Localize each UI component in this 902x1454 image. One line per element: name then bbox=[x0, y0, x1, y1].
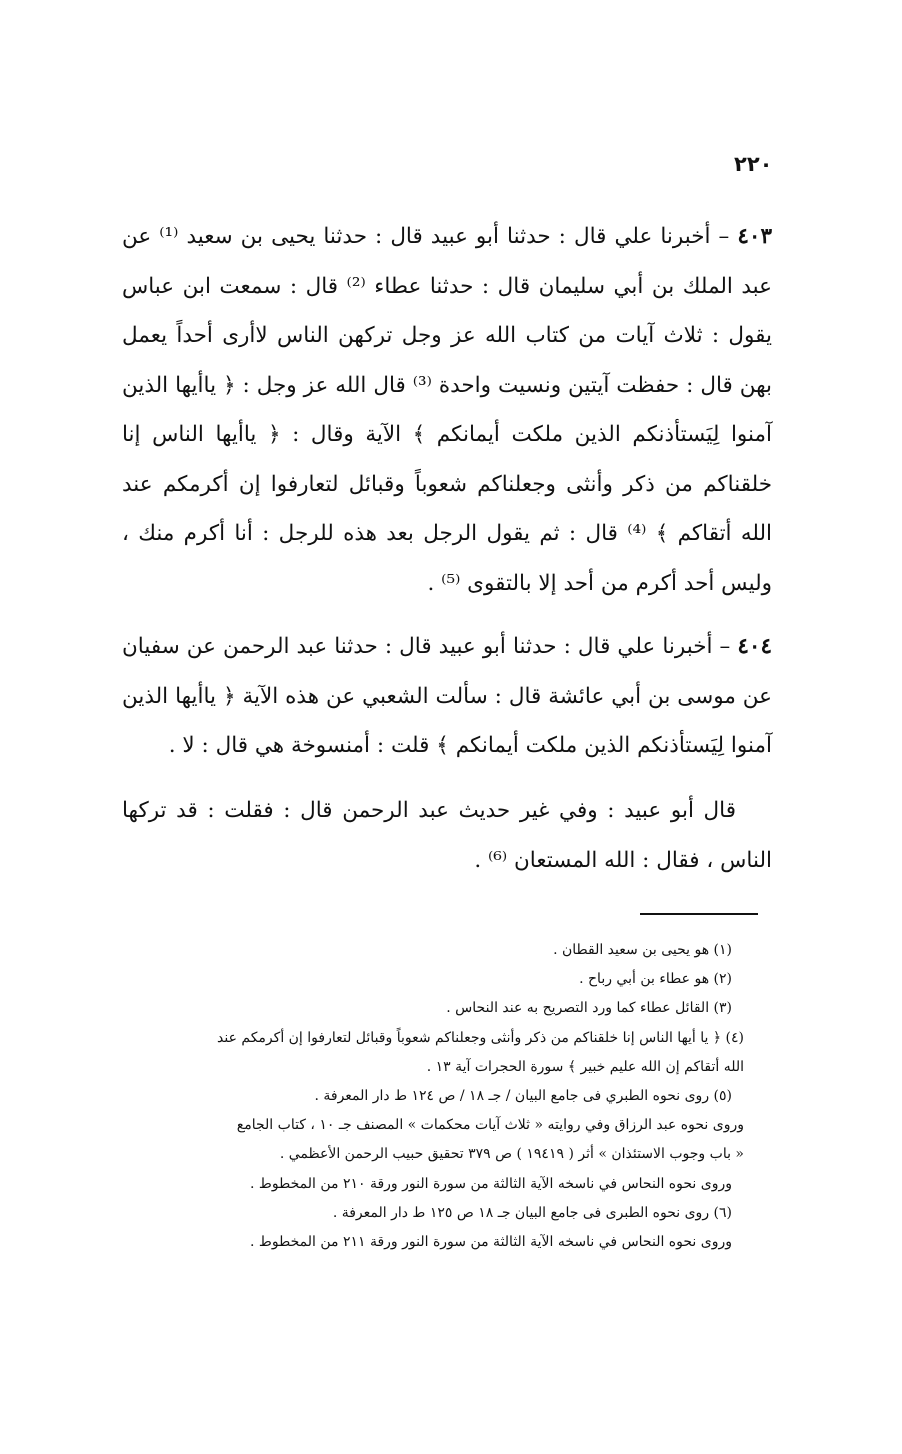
footnotes bbox=[100, 936, 744, 1257]
footnote-line: وروى نحوه عبد الرزاق وفي روايته « ثلاث آيات محكمات » المصنف جـ ١٠ ، كتاب الجامع bbox=[236, 1117, 744, 1134]
footnote-line: الله أتقاكم إن الله عليم خبير ﴾ سورة الحجرات آية ١٣ . bbox=[426, 1058, 744, 1075]
footnote-line: (٦) روى نحوه الطبرى فى جامع البيان جـ ١٨ ص ١٢٥ ط دار المعرفة . bbox=[332, 1204, 732, 1221]
paragraph-text: – أخبرنا علي قال : حدثنا أبو عبيد قال : حدثنا يحيى بن سعيد ⁽¹⁾ عن عبد الملك بن أبي سليمان قال : حدثنا عطاء ⁽²⁾ قال : سمعت ابن عباس يقول : ثلاث آيات من كتاب الله عز وجل تركهن الناس لاأرى أحداً يعمل بهن قال : حفظت آيتين ونسيت واحدة ⁽³⁾ قال الله عز وجل : ﴿ ياأيها الذين آمنوا لِيَستأذنكم الذين ملكت أيمانكم ﴾ الآية وقال : ﴿ ياأيها الناس إنا خلقناكم من ذكر وأنثى وجعلناكم شعوباً وقبائل لتعارفوا إن أكرمكم عند الله أتقاكم ﴾ ⁽⁴⁾ قال : ثم يقول الرجل بعد هذه للرجل : أنا أكرم منك ، وليس أحد أكرم من أحد إلا بالتقوى ⁽⁵⁾ . bbox=[122, 224, 772, 596]
footnote-line: وروى نحوه النحاس في ناسخه الآية الثالثة من سورة النور ورقة ٢١١ من المخطوط . bbox=[250, 1234, 732, 1251]
footnote-line: (٢) هو عطاء بن أبي رباح . bbox=[579, 971, 732, 988]
footnote-divider bbox=[640, 913, 758, 915]
paragraph-text: – أخبرنا علي قال : حدثنا أبو عبيد قال : حدثنا عبد الرحمن عن سفيان عن موسى بن أبي عائشة قال : سألت الشعبي عن هذه الآية ﴿ ياأيها الذين آمنوا لِيَستأذنكم الذين ملكت أيمانكم ﴾ قلت : أمنسوخة هي قال : لا . bbox=[122, 634, 772, 758]
footnote-line: (٥) روى نحوه الطبري فى جامع البيان / جـ ١٨ / ص ١٢٤ ط دار المعرفة . bbox=[314, 1088, 732, 1105]
hadith-number: ٤٠٤ bbox=[737, 634, 772, 659]
main-text bbox=[122, 212, 772, 896]
footnote-line: وروى نحوه النحاس في ناسخه الآية الثالثة من سورة النور ورقة ٢١٠ من المخطوط . bbox=[250, 1175, 732, 1192]
paragraph-403 bbox=[122, 212, 772, 618]
footnote-line: « باب وجوب الاستئذان » أثر ( ١٩٤١٩ ) ص ٣٧٩ تحقيق حبيب الرحمن الأعظمي . bbox=[279, 1146, 744, 1163]
footnote-line: (٣) القائل عطاء كما ورد التصريح به عند النحاس . bbox=[446, 1000, 732, 1017]
closing-paragraph: قال أبو عبيد : وفي غير حديث عبد الرحمن قال : فقلت : قد تركها الناس ، فقال : الله المستعان ⁽⁶⁾ . bbox=[122, 798, 772, 873]
paragraph-404 bbox=[122, 622, 772, 782]
hadith-number: ٤٠٣ bbox=[737, 224, 773, 249]
page-number: ٢٢٠ bbox=[734, 152, 773, 176]
footnote-line: (٤) ﴿ يا أيها الناس إنا خلقناكم من ذكر وأنثى وجعلناكم شعوباً وقبائل لتعارفوا إن أكرمكم عند bbox=[217, 1029, 744, 1046]
footnote-line: (١) هو يحيى بن سعيد القطان . bbox=[553, 942, 732, 958]
